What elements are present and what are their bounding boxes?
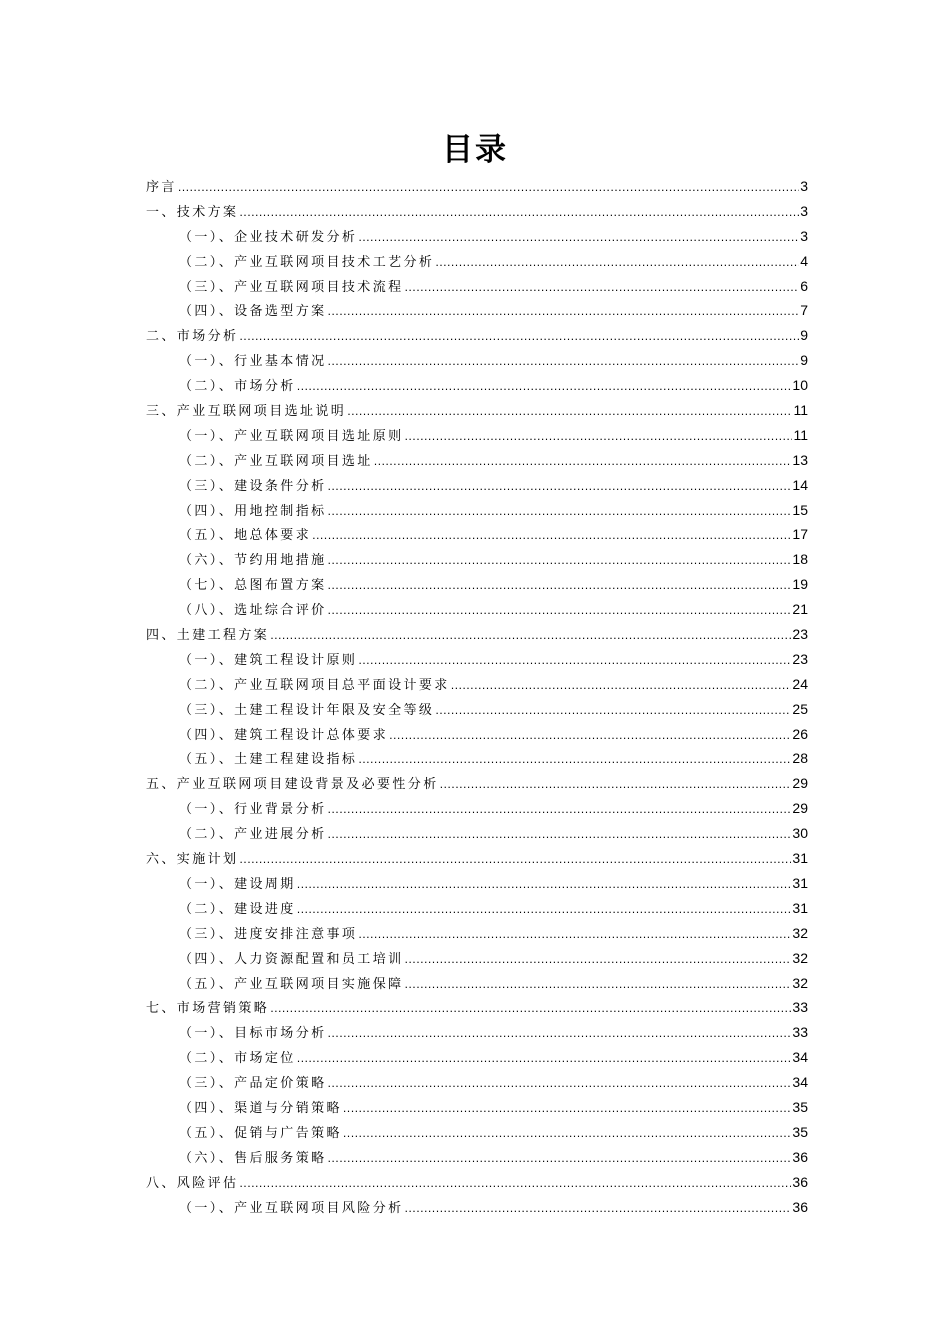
toc-dot-leader [440,773,792,798]
toc-subsection-entry[interactable] [146,224,808,249]
toc-entry-label: （一）、行业基本情况 [179,354,327,370]
toc-section-entry[interactable] [146,1170,808,1195]
toc-entry-label: （一）、行业背景分析 [179,802,327,818]
toc-dot-leader [347,400,792,425]
toc-entry-page-number: 35 [792,1123,808,1140]
toc-dot-leader [358,748,791,773]
toc-dot-leader [343,1122,792,1147]
toc-entry-page-number: 33 [792,1024,808,1041]
toc-entry-page-number: 3 [800,227,808,244]
toc-section-entry[interactable] [146,846,808,871]
toc-dot-leader [328,1072,792,1097]
toc-entry-label: 一、技术方案 [146,204,239,220]
toc-entry-page-number: 6 [800,277,808,294]
toc-entry-page-number: 11 [793,402,808,419]
toc-entry-label: （二）、产业互联网项目选址 [179,453,373,469]
toc-dot-leader [328,549,792,574]
toc-subsection-entry[interactable] [146,498,808,523]
toc-entry-page-number: 29 [792,800,808,817]
toc-entry-label: （五）、土建工程建设指标 [179,752,358,768]
toc-entry-label: （三）、建设条件分析 [179,478,327,494]
toc-dot-leader [328,1147,792,1172]
toc-entry-page-number: 35 [792,1098,808,1115]
toc-dot-leader [270,624,791,649]
toc-subsection-entry[interactable] [146,697,808,722]
toc-dot-leader [405,1197,792,1222]
toc-dot-leader [178,176,799,201]
toc-entry-page-number: 26 [792,725,808,742]
toc-subsection-entry[interactable] [146,1120,808,1145]
toc-subsection-entry[interactable] [146,672,808,697]
toc-dot-leader [343,1097,792,1122]
toc-dot-leader [297,1047,792,1072]
toc-entry-label: 序言 [146,180,177,195]
toc-dot-leader [239,848,791,873]
toc-entry-page-number: 31 [792,874,808,891]
toc-entry-label: （二）、产业互联网项目技术工艺分析 [179,254,435,270]
toc-entry-page-number: 10 [792,377,808,394]
toc-subsection-entry[interactable] [146,1020,808,1045]
toc-dot-leader [328,823,792,848]
toc-subsection-entry[interactable] [146,971,808,996]
toc-entry-label: （二）、建设进度 [179,901,296,917]
toc-entry-label: （六）、售后服务策略 [179,1150,327,1166]
toc-entry-page-number: 32 [792,949,808,966]
toc-entry-label: （三）、产业互联网项目技术流程 [179,279,404,295]
toc-subsection-entry[interactable] [146,796,808,821]
toc-entry-page-number: 11 [793,426,808,443]
toc-dot-leader [328,500,792,525]
toc-subsection-entry[interactable] [146,423,808,448]
toc-entry-label: （八）、选址综合评价 [179,603,327,619]
toc-subsection-entry[interactable] [146,821,808,846]
toc-entry-page-number: 36 [792,1198,808,1215]
toc-entry-page-number: 21 [792,601,808,618]
toc-entry-page-number: 19 [792,576,808,593]
toc-entry-page-number: 4 [800,252,808,269]
toc-dot-leader [405,425,793,450]
toc-entry-page-number: 25 [792,700,808,717]
toc-entry-label: 二、市场分析 [146,329,239,345]
toc-entry-page-number: 28 [792,750,808,767]
toc-subsection-entry[interactable] [146,746,808,771]
toc-entry-page-number: 32 [792,974,808,991]
toc-subsection-entry[interactable] [146,871,808,896]
toc-subsection-entry[interactable] [146,1195,808,1220]
toc-subsection-entry[interactable] [146,274,808,299]
toc-entry-page-number: 34 [792,1074,808,1091]
toc-subsection-entry[interactable] [146,896,808,921]
toc-list [146,174,808,1219]
toc-dot-leader [328,798,792,823]
toc-entry-page-number: 9 [800,327,808,344]
toc-subsection-entry[interactable] [146,522,808,547]
toc-subsection-entry[interactable] [146,572,808,597]
toc-dot-leader [358,226,799,251]
toc-entry-label: （二）、市场定位 [179,1051,296,1067]
toc-entry-label: 三、产业互联网项目选址说明 [146,404,347,420]
toc-entry-label: （三）、产品定价策略 [179,1076,327,1092]
toc-entry-label: （四）、人力资源配置和员工培训 [179,951,404,967]
toc-entry-label: （二）、市场分析 [179,379,296,395]
toc-entry-label: （一）、产业互联网项目选址原则 [179,428,404,444]
toc-entry-label: （五）、产业互联网项目实施保障 [179,976,404,992]
toc-entry-page-number: 23 [792,626,808,643]
toc-subsection-entry[interactable] [146,921,808,946]
toc-subsection-entry[interactable] [146,597,808,622]
toc-subsection-entry[interactable] [146,946,808,971]
toc-dot-leader [239,325,799,350]
toc-subsection-entry[interactable] [146,473,808,498]
toc-entry-label: （四）、渠道与分销策略 [179,1100,342,1116]
toc-dot-leader [405,948,792,973]
toc-section-entry[interactable] [146,398,808,423]
toc-subsection-entry[interactable] [146,348,808,373]
toc-entry-label: （五）、地总体要求 [179,528,312,544]
toc-dot-leader [358,923,791,948]
toc-dot-leader [405,276,800,301]
toc-entry-label: （七）、总图布置方案 [179,578,327,594]
toc-entry-label: 五、产业互联网项目建设背景及必要性分析 [146,777,439,793]
toc-entry-page-number: 30 [792,825,808,842]
toc-section-entry[interactable] [146,323,808,348]
toc-entry-label: （五）、促销与广告策略 [179,1125,342,1141]
toc-entry-page-number: 23 [792,650,808,667]
toc-entry-label: （六）、节约用地措施 [179,553,327,569]
toc-entry-page-number: 36 [792,1173,808,1190]
toc-dot-leader [328,350,800,375]
toc-subsection-entry[interactable] [146,1045,808,1070]
toc-section-entry[interactable] [146,995,808,1020]
toc-entry-page-number: 13 [792,451,808,468]
toc-subsection-entry[interactable] [146,373,808,398]
toc-entry-page-number: 14 [792,476,808,493]
toc-dot-leader [328,1022,792,1047]
toc-dot-leader [239,1172,791,1197]
toc-dot-leader [328,574,792,599]
toc-dot-leader [297,898,792,923]
toc-subsection-entry[interactable] [146,1095,808,1120]
toc-entry-label: （二）、产业进展分析 [179,827,327,843]
toc-subsection-entry[interactable] [146,1070,808,1095]
toc-entry-page-number: 24 [792,675,808,692]
toc-section-entry[interactable] [146,174,808,199]
toc-entry-page-number: 34 [792,1049,808,1066]
toc-subsection-entry[interactable] [146,722,808,747]
toc-dot-leader [389,724,791,749]
toc-entry-label: （一）、产业互联网项目风险分析 [179,1200,404,1216]
toc-subsection-entry[interactable] [146,647,808,672]
toc-dot-leader [405,973,792,998]
toc-entry-page-number: 18 [792,551,808,568]
toc-entry-label: （三）、土建工程设计年限及安全等级 [179,702,435,718]
toc-subsection-entry[interactable] [146,249,808,274]
toc-dot-leader [435,699,791,724]
toc-entry-page-number: 3 [800,178,808,194]
toc-dot-leader [328,300,800,325]
toc-entry-page-number: 33 [792,999,808,1016]
toc-entry-page-number: 3 [800,202,808,219]
toc-dot-leader [270,997,791,1022]
toc-dot-leader [312,524,791,549]
toc-subsection-entry[interactable] [146,448,808,473]
toc-entry-label: 七、市场营销策略 [146,1001,270,1017]
toc-subsection-entry[interactable] [146,298,808,323]
toc-title: 目录 [442,132,508,168]
toc-dot-leader [374,450,792,475]
toc-dot-leader [358,649,791,674]
toc-entry-label: （二）、产业互联网项目总平面设计要求 [179,677,450,693]
toc-entry-page-number: 7 [800,302,808,319]
toc-entry-label: （四）、建筑工程设计总体要求 [179,727,389,743]
toc-entry-page-number: 32 [792,924,808,941]
toc-entry-label: （四）、设备选型方案 [179,304,327,320]
toc-dot-leader [451,674,792,699]
toc-dot-leader [297,873,792,898]
toc-section-entry[interactable] [146,771,808,796]
toc-entry-label: （一）、建筑工程设计原则 [179,652,358,668]
toc-subsection-entry[interactable] [146,1145,808,1170]
toc-entry-label: （四）、用地控制指标 [179,503,327,519]
toc-entry-label: （三）、进度安排注意事项 [179,926,358,942]
toc-dot-leader [328,599,792,624]
toc-entry-page-number: 17 [792,526,808,543]
toc-entry-page-number: 29 [792,775,808,792]
toc-entry-page-number: 36 [792,1148,808,1165]
toc-entry-label: （一）、目标市场分析 [179,1026,327,1042]
toc-subsection-entry[interactable] [146,547,808,572]
toc-entry-page-number: 31 [792,899,808,916]
toc-entry-page-number: 15 [792,501,808,518]
toc-dot-leader [239,201,799,226]
toc-entry-label: （一）、建设周期 [179,876,296,892]
toc-entry-page-number: 9 [800,352,808,369]
toc-dot-leader [297,375,792,400]
toc-section-entry[interactable] [146,622,808,647]
toc-entry-label: 四、土建工程方案 [146,628,270,644]
toc-dot-leader [435,251,799,276]
toc-section-entry[interactable] [146,199,808,224]
toc-dot-leader [328,475,792,500]
toc-entry-page-number: 31 [792,850,808,867]
toc-entry-label: 六、实施计划 [146,852,239,868]
toc-entry-label: 八、风险评估 [146,1175,239,1191]
toc-entry-label: （一）、企业技术研发分析 [179,229,358,245]
